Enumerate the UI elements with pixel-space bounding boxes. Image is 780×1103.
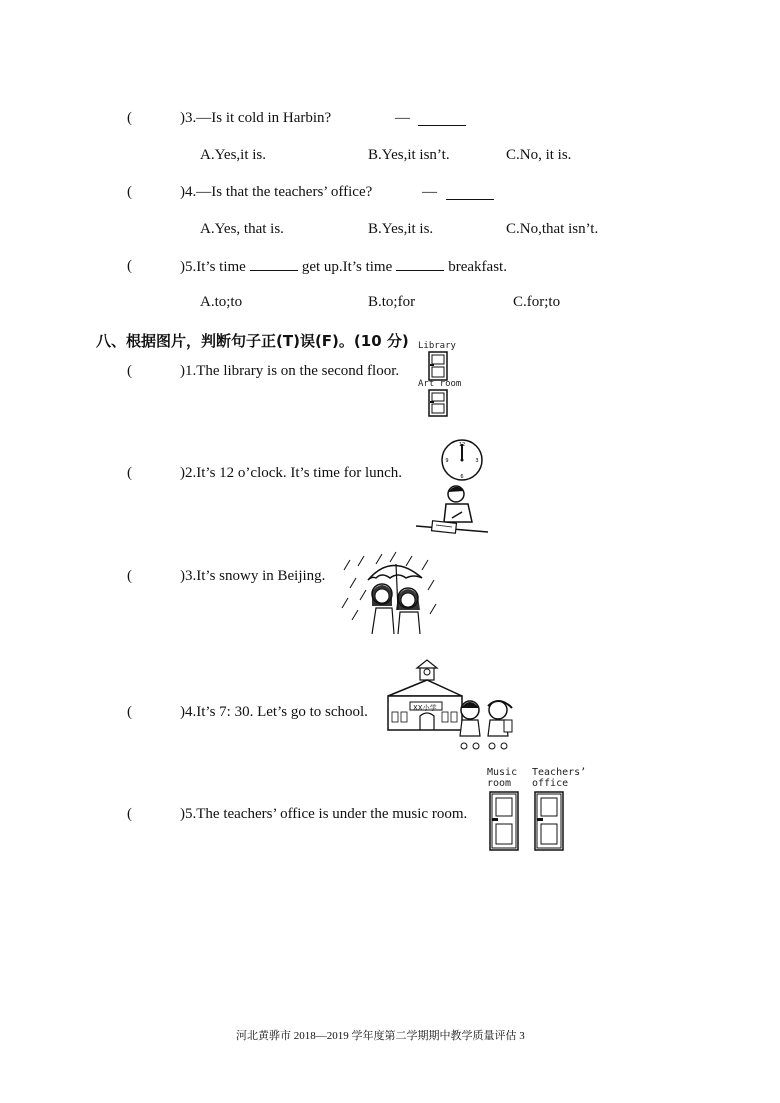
art-room-door-icon [428, 389, 448, 417]
children-walking-icon [456, 696, 516, 752]
question-5-line [180, 258, 507, 276]
option-a: A.Yes,it is. [200, 147, 266, 163]
statement-3: )3.It’s snowy in Beijing. [180, 568, 326, 584]
answer-paren: ( [127, 258, 132, 274]
answer-paren: ( [127, 568, 132, 584]
answer-paren: ( [127, 184, 132, 200]
answer-paren: ( [127, 704, 132, 720]
section-heading: 八、根据图片，判断句子正(T)误(F)。(10 分) [96, 332, 409, 350]
option-b: B.Yes,it isn’t. [368, 147, 450, 163]
question-4-text: )4.—Is that the teachers’ office? [180, 184, 373, 200]
boy-eating-lunch-icon [416, 482, 488, 540]
option-a: A.Yes, that is. [200, 221, 284, 237]
answer-blank[interactable] [418, 113, 466, 126]
music-room-label-2: room [487, 778, 512, 789]
music-room-label-1: Music [487, 767, 518, 778]
teachers-office-door-icon [534, 791, 564, 851]
school-building-icon [384, 660, 464, 732]
svg-text:9: 9 [445, 458, 449, 464]
statement-5: )5.The teachers’ office is under the music room. [180, 806, 468, 822]
option-b: B.to;for [368, 294, 416, 310]
answer-blank[interactable] [250, 258, 298, 271]
question-3-text: )3.—Is it cold in Harbin? [180, 110, 332, 126]
svg-text:12: 12 [458, 442, 466, 448]
clock-icon [440, 438, 484, 482]
option-b: B.Yes,it is. [368, 221, 434, 237]
option-c: C.No, it is. [506, 147, 572, 163]
answer-blank[interactable] [396, 258, 444, 271]
answer-paren: ( [127, 110, 132, 126]
svg-text:6: 6 [460, 474, 464, 480]
svg-text:3: 3 [475, 458, 479, 464]
answer-blank[interactable] [446, 187, 494, 200]
music-room-door-icon [489, 791, 519, 851]
art-room-label: Art room [418, 379, 462, 389]
library-label: Library [418, 341, 456, 351]
statement-4: )4.It’s 7: 30. Let’s go to school. [180, 704, 368, 720]
statement-1: )1.The library is on the second floor. [180, 363, 400, 379]
dash: — [395, 110, 410, 126]
school-sign: XX小学 [413, 704, 437, 712]
answer-paren: ( [127, 806, 132, 822]
dash: — [422, 184, 437, 200]
page-footer: 河北黄骅市 2018—2019 学年度第二学期期中教学质量评估 3 [236, 1030, 525, 1042]
question-5-text-c: breakfast. [448, 259, 507, 275]
teachers-office-label-2: office [532, 778, 569, 789]
teachers-office-label-1: Teachers’ [532, 767, 587, 778]
answer-paren: ( [127, 465, 132, 481]
answer-paren: ( [127, 363, 132, 379]
option-a: A.to;to [200, 294, 243, 310]
question-5-text-a: )5.It’s time [180, 259, 246, 275]
option-c: C.for;to [513, 294, 561, 310]
library-door-icon [428, 351, 448, 381]
rainy-umbrella-icon [342, 550, 440, 634]
option-c: C.No,that isn’t. [506, 221, 599, 237]
question-5-text-b: get up.It’s time [301, 259, 393, 275]
statement-2: )2.It’s 12 o’clock. It’s time for lunch. [180, 465, 403, 481]
